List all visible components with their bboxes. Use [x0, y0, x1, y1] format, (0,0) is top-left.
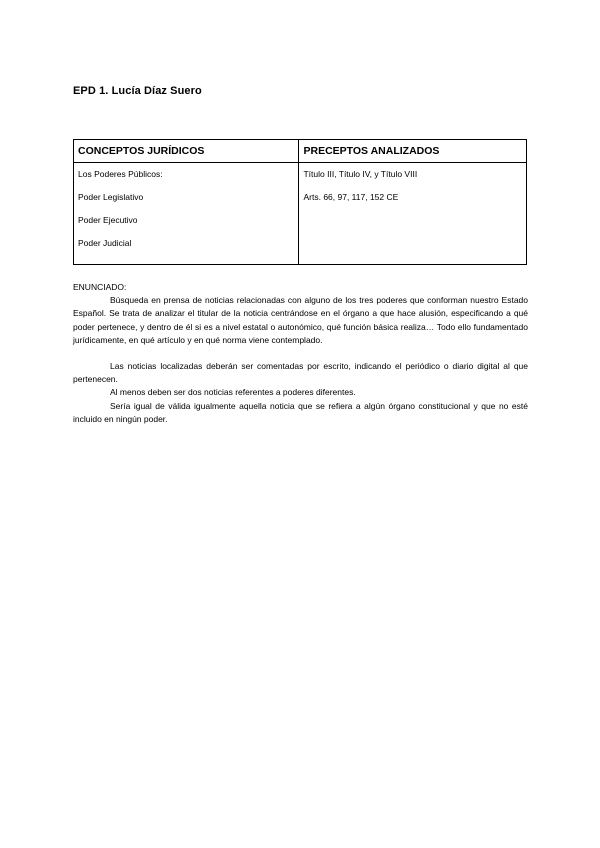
header-analyzed-precepts: PRECEPTOS ANALIZADOS — [299, 140, 527, 163]
analyzed-precepts-cell — [299, 163, 527, 265]
statement-label: ENUNCIADO: — [73, 282, 127, 292]
statement-section — [73, 281, 528, 426]
table-header-row — [74, 140, 527, 163]
concept-item: Los Poderes Públicos: — [78, 169, 163, 179]
statement-paragraph: Las noticias localizadas deberán ser comentadas por escrito, indicando el periódico o diario digital al que pertenecen. — [73, 361, 528, 385]
header-legal-concepts: CONCEPTOS JURÍDICOS — [74, 140, 299, 163]
table-row — [74, 163, 527, 265]
concept-item: Poder Judicial — [78, 238, 132, 248]
statement-paragraph: Búsqueda en prensa de noticias relacionadas con alguno de los tres poderes que conforman nuestro Estado Español. Se trata de analizar el titular de la noticia centrándose en el órgano a que hace alusión, especificando a qué poder pertenece, y dentro de él si es a nivel estatal o autonómico, qué función básica realiza… Todo ello fundamentado jurídicamente, en qué artículo y en qué norma viene contemplado. — [73, 295, 528, 345]
statement-paragraph: Sería igual de válida igualmente aquella noticia que se refiera a algún órgano constitucional y que no esté incluido en ningún poder. — [73, 400, 528, 424]
precept-item: Arts. 66, 97, 117, 152 CE — [303, 192, 399, 202]
concept-item: Poder Ejecutivo — [78, 215, 138, 225]
legal-concepts-cell — [74, 163, 299, 265]
paragraph-gap — [73, 347, 528, 360]
page-title: EPD 1. Lucía Díaz Suero — [73, 85, 202, 97]
concept-item: Poder Legislativo — [78, 192, 144, 202]
statement-paragraph: Al menos deben ser dos noticias referentes a poderes diferentes. — [110, 387, 356, 398]
precept-item: Título III, Título IV, y Título VIII — [303, 169, 418, 179]
concepts-table — [73, 139, 527, 265]
